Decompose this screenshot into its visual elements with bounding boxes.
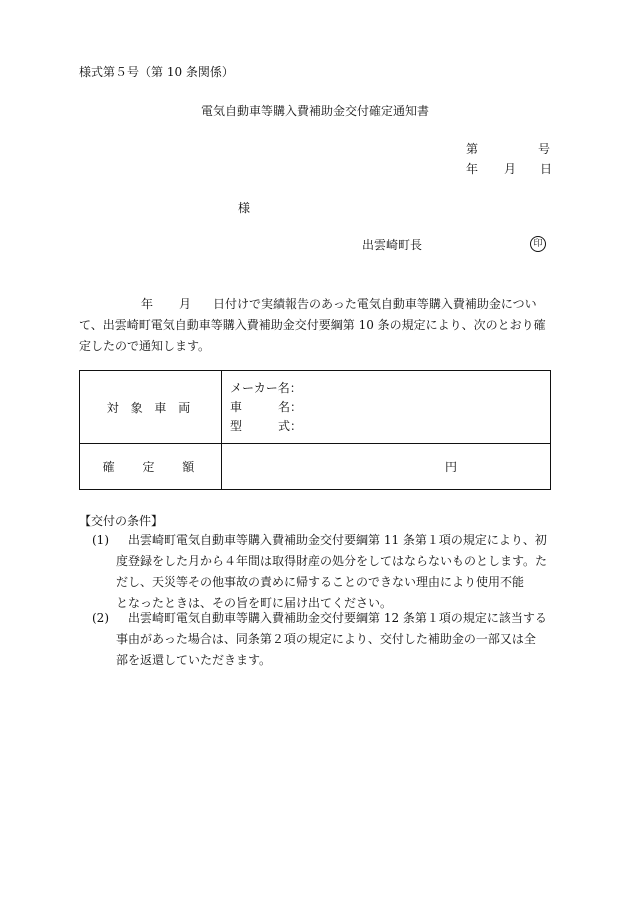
date-year: 年 (466, 162, 479, 176)
vehicle-label: 対 象 車 両 (80, 371, 222, 444)
form-number: 様式第５号（第 10 条関係） (79, 65, 234, 79)
notice-body-line-3: 定したので通知します。 (79, 339, 211, 353)
condition-number: (1) (92, 533, 109, 547)
condition-2-line-2: 事由があった場合は、同条第２項の規定により、交付した補助金の一部又は全 (116, 632, 536, 646)
amount-value: 円 (222, 444, 551, 490)
model-field-label: 型 式： (230, 418, 303, 433)
condition-item (92, 608, 551, 671)
vehicle-fields (222, 371, 551, 444)
vehicle-row (80, 371, 551, 444)
condition-1-line-1: 出雲崎町電気自動車等購入費補助金交付要綱第 11 条第１項の規定により、初 (128, 533, 547, 547)
body-year: 年 (141, 297, 154, 311)
body-month: 月 (179, 297, 192, 311)
addressee-suffix: 様 (238, 201, 251, 215)
issuer-name: 出雲崎町長 (362, 238, 423, 252)
condition-2-line-3: 部を返還していただきます。 (116, 653, 272, 667)
maker-field-label: メーカー名： (230, 380, 302, 395)
doc-number-prefix: 第 (466, 142, 479, 156)
condition-2-line-1: 出雲崎町電気自動車等購入費補助金交付要綱第 12 条第１項の規定に該当する (128, 611, 547, 625)
condition-item (92, 530, 551, 614)
amount-row (80, 444, 551, 490)
date-day: 日 (540, 162, 553, 176)
body-line1-text: 日付けで実績報告のあった電気自動車等購入費補助金につい (213, 297, 537, 311)
condition-text (116, 530, 551, 614)
condition-number: (2) (92, 611, 109, 625)
doc-number-suffix: 号 (538, 142, 551, 156)
notice-body (79, 294, 551, 357)
amount-label: 確 定 額 (80, 444, 222, 490)
document-title: 電気自動車等購入費補助金交付確定通知書 (200, 104, 429, 118)
date-month: 月 (504, 162, 517, 176)
notice-body-line-2: て、出雲崎町電気自動車等購入費補助金交付要綱第 10 条の規定により、次のとおり確 (79, 318, 546, 332)
car-name-field-label: 車 名： (230, 399, 303, 414)
condition-1-line-3: だし、天災等その他事故の責めに帰することのできない理由により使用不能 (116, 575, 525, 589)
conditions-title: 【交付の条件】 (79, 514, 164, 528)
seal-mark: 印 (530, 236, 546, 252)
condition-1-line-4: となったときは、その旨を町に届け出てください。 (116, 596, 393, 610)
notice-body-line-1 (79, 294, 551, 315)
condition-1-line-2: 度登録をした月から４年間は取得財産の処分をしてはならないものとします。た (116, 554, 548, 568)
confirmation-table (79, 370, 551, 490)
condition-text (116, 608, 551, 671)
